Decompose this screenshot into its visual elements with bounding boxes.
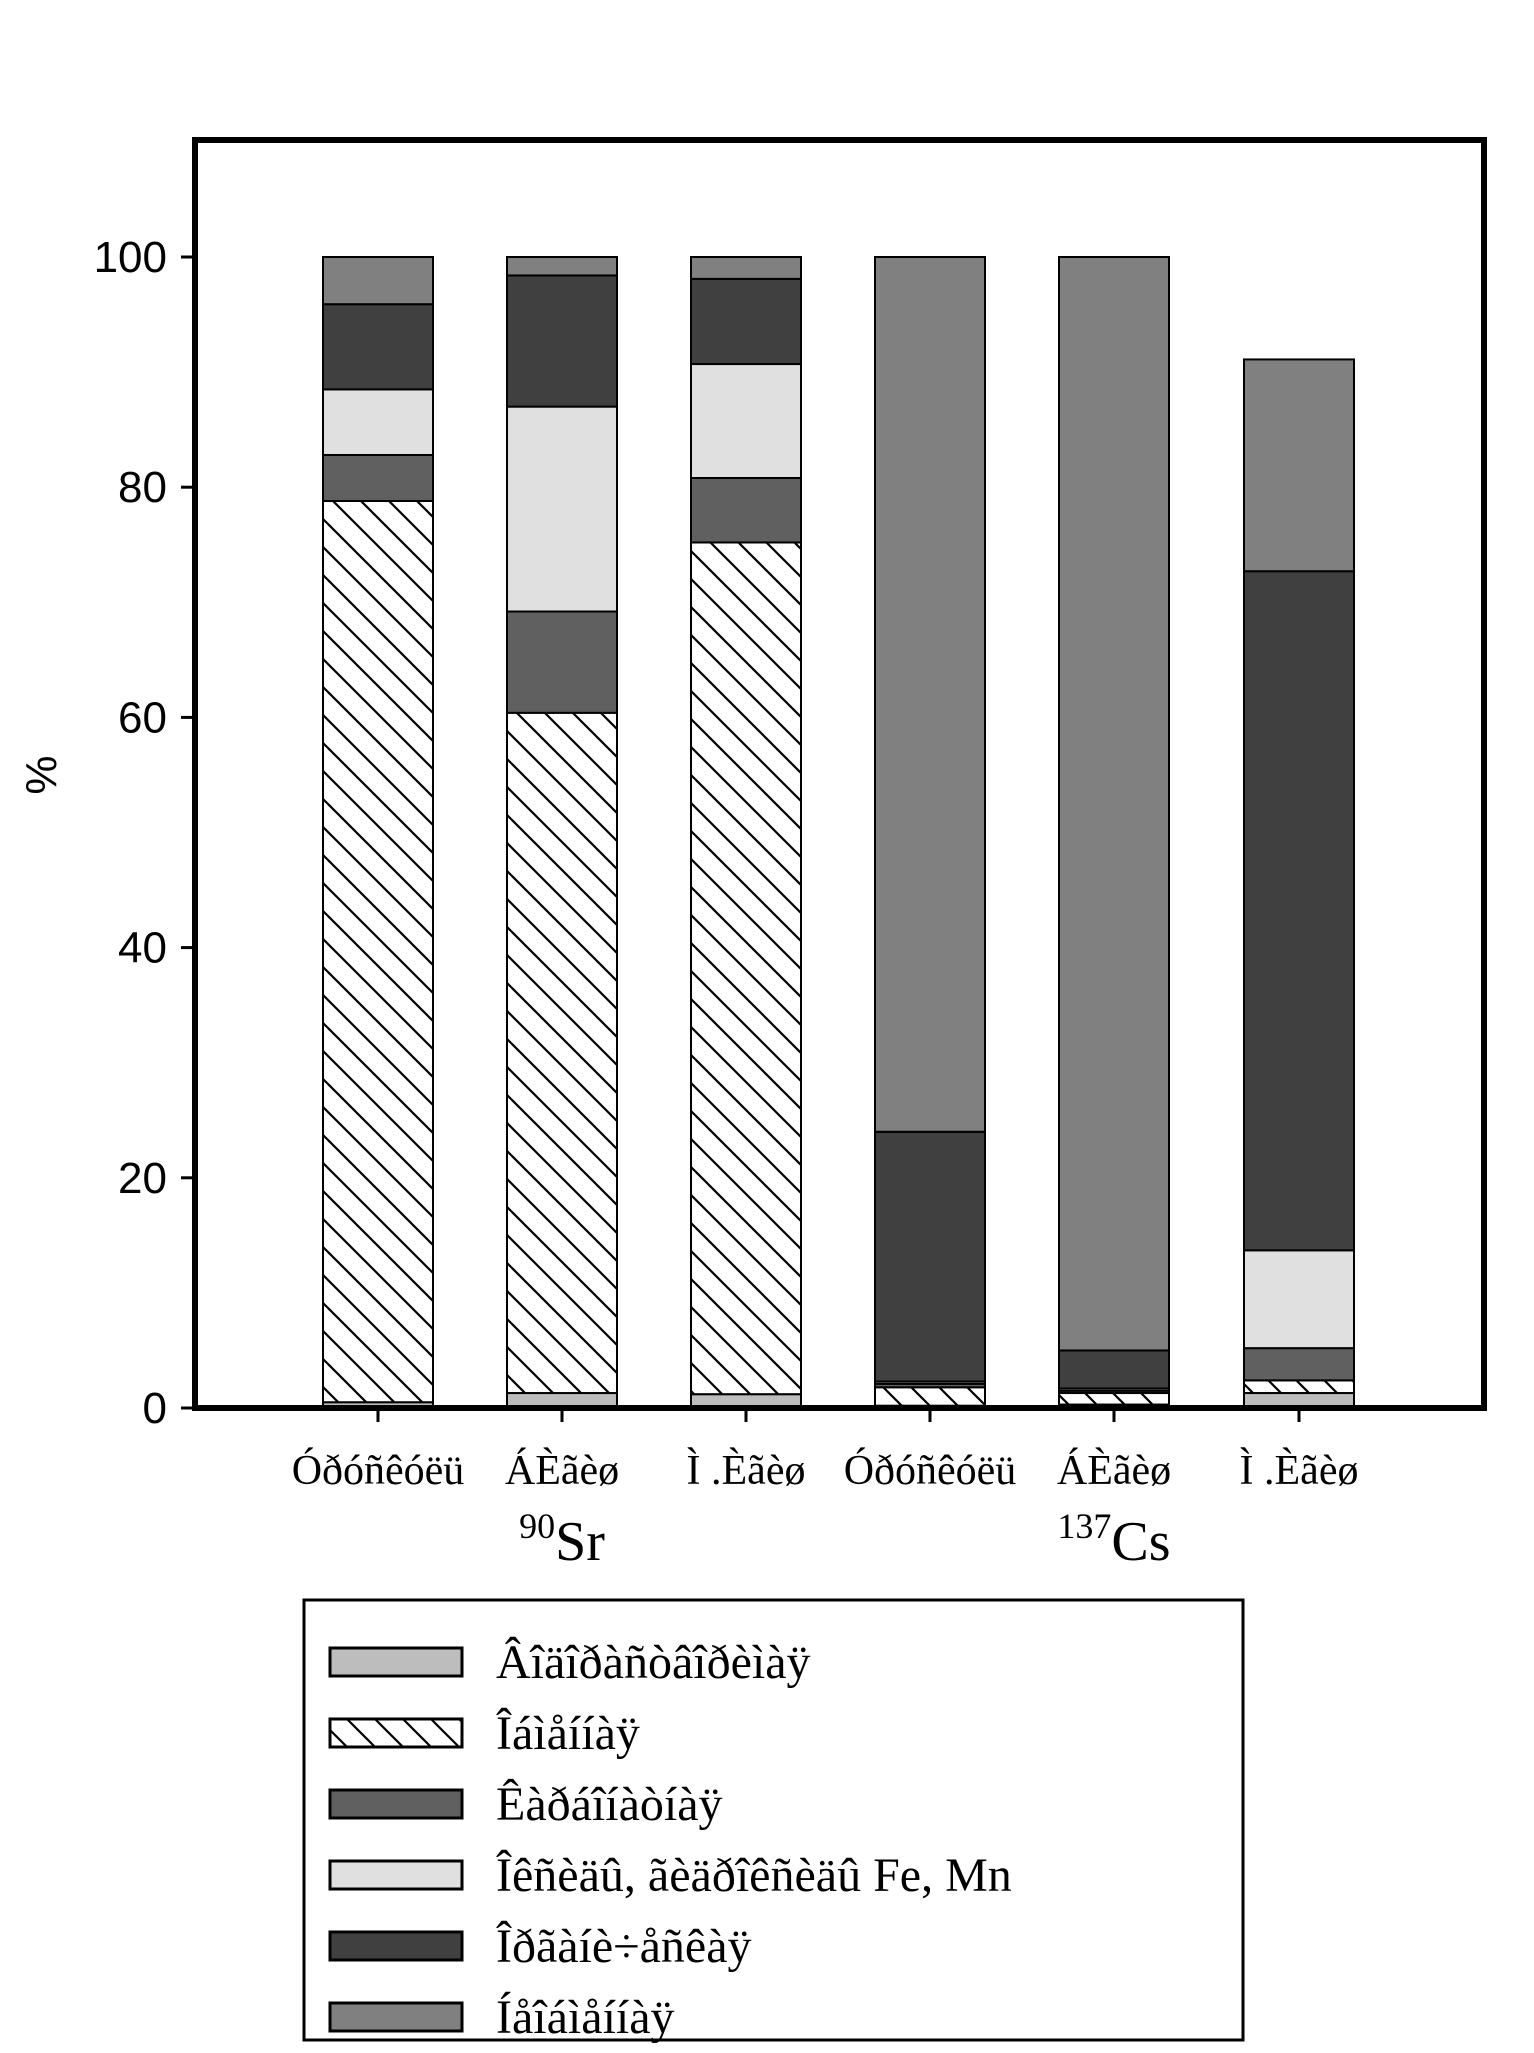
bar-segment	[691, 364, 801, 478]
legend-label: Îðãàíè÷åñêàÿ	[496, 1920, 752, 1973]
legend	[304, 1600, 1243, 2044]
bar-segment	[875, 1132, 985, 1382]
legend-label: Îáìåííàÿ	[496, 1707, 640, 1760]
category-label: Ì .Èãèø	[686, 1448, 806, 1494]
group-label-element: Sr	[555, 1511, 605, 1573]
bar-segment	[1059, 1393, 1169, 1405]
category-label: Ì .Èãèø	[1239, 1448, 1359, 1494]
legend-swatch	[330, 1932, 462, 1960]
bar-segment	[1059, 1350, 1169, 1388]
legend-label: Âîäîðàñòâîðèìàÿ	[496, 1636, 811, 1689]
group-label-element: Cs	[1111, 1511, 1171, 1573]
y-tick-label: 80	[118, 463, 167, 513]
bar-segment	[691, 257, 801, 279]
category-labels	[292, 1447, 1359, 1573]
bar-segment	[1244, 359, 1354, 571]
category-label: ÁÈãèø	[1056, 1448, 1172, 1494]
legend-label: Êàðáîíàòíàÿ	[496, 1778, 723, 1831]
bar-segment	[1244, 1348, 1354, 1380]
category-label: Óðóñêóëü	[291, 1448, 465, 1494]
bar-segment	[1244, 571, 1354, 1250]
y-tick-label: 40	[118, 923, 167, 973]
legend-swatch	[330, 1861, 462, 1889]
bar-segment	[323, 455, 433, 501]
bar-segment	[1059, 257, 1169, 1350]
y-tick-label: 20	[118, 1153, 167, 1203]
y-tick-label: 60	[118, 693, 167, 743]
legend-swatch	[330, 1719, 462, 1747]
bar-segment	[323, 389, 433, 455]
bar-segment	[875, 1387, 985, 1405]
bar-segment	[507, 612, 617, 713]
y-tick-label: 100	[93, 233, 167, 282]
bar-segment	[875, 257, 985, 1132]
bar-segment	[507, 257, 617, 275]
y-tick-label: 0	[142, 1384, 167, 1433]
bar-segment	[323, 304, 433, 389]
legend-swatch	[330, 1790, 462, 1818]
group-label	[1057, 1506, 1170, 1573]
bar-segment	[1244, 1250, 1354, 1348]
group-label-superscript: 137	[1057, 1506, 1112, 1546]
bar-segment	[323, 501, 433, 1402]
legend-swatch	[330, 2003, 462, 2031]
bar-segment	[323, 257, 433, 304]
bar-segment	[507, 275, 617, 406]
category-label: Óðóñêóëü	[843, 1448, 1017, 1494]
bar-segment	[691, 279, 801, 364]
category-label: ÁÈãèø	[504, 1448, 620, 1494]
legend-swatch	[330, 1648, 462, 1676]
legend-label: Îêñèäû, ãèäðîêñèäû Fe, Mn	[496, 1849, 1012, 1902]
plot-area	[323, 257, 1354, 1408]
y-axis-label: %	[17, 755, 66, 795]
group-label-superscript: 90	[519, 1506, 556, 1546]
legend-label: Íåîáìåííàÿ	[496, 1991, 675, 2044]
bar-segment	[691, 478, 801, 542]
bar-segment	[691, 542, 801, 1394]
group-label	[519, 1506, 605, 1573]
bar-segment	[507, 713, 617, 1393]
bar-segment	[1244, 1380, 1354, 1393]
bar-segment	[507, 407, 617, 612]
